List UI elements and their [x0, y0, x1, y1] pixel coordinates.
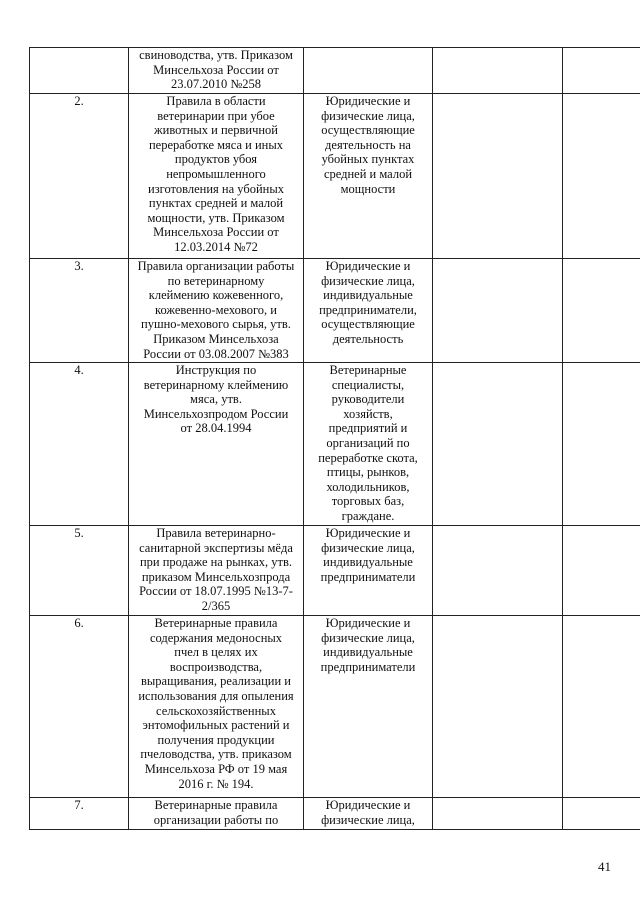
- table-row: [30, 363, 640, 526]
- subjects-cell: Юридические и физические лица,: [304, 798, 433, 830]
- empty-cell: [433, 363, 563, 526]
- subjects-cell: Юридические и физические лица, индивидуальные предприниматели: [304, 616, 433, 798]
- subjects-cell: [304, 48, 433, 94]
- empty-cell: [563, 94, 640, 259]
- row-number-cell: [30, 48, 129, 94]
- empty-cell: [433, 616, 563, 798]
- empty-cell: [433, 94, 563, 259]
- empty-cell: [563, 526, 640, 616]
- table-row: [30, 526, 640, 616]
- page-number: 41: [598, 859, 611, 874]
- empty-cell: [563, 259, 640, 363]
- subjects-cell: Ветеринарные специалисты, руководители хозяйств, предприятий и организаций по переработке скота, птицы, рынков, холодильников, торговых баз, граждане.: [304, 363, 433, 526]
- row-number-cell: 7.: [30, 798, 129, 830]
- empty-cell: [563, 363, 640, 526]
- table-row: [30, 798, 640, 830]
- table-row: [30, 259, 640, 363]
- empty-cell: [563, 798, 640, 830]
- legal-act-cell: Правила в области ветеринарии при убое животных и первичной переработке мяса и иных продуктов убоя непромышленного изготовления на убойных пунктах средней и малой мощности, утв. Приказом Минсельхоза России от 12.03.2014 №72: [129, 94, 304, 259]
- legal-act-cell: Ветеринарные правила содержания медоносных пчел в целях их воспроизводства, выращивания, реализации и использования для опыления сельскохозяйственных энтомофильных растений и получения продукции пчеловодства, утв. приказом Минсельхоза РФ от 19 мая 2016 г. № 194.: [129, 616, 304, 798]
- legal-act-cell: Правила ветеринарно- санитарной экспертизы мёда при продаже на рынках, утв. приказом Минсельхозпрода России от 18.07.1995 №13-7- 2/365: [129, 526, 304, 616]
- subjects-cell: Юридические и физические лица, индивидуальные предприниматели, осуществляющие деятельность: [304, 259, 433, 363]
- row-number-cell: 4.: [30, 363, 129, 526]
- legal-act-cell: свиноводства, утв. Приказом Минсельхоза России от 23.07.2010 №258: [129, 48, 304, 94]
- empty-cell: [433, 48, 563, 94]
- subjects-cell: Юридические и физические лица, осуществляющие деятельность на убойных пунктах средней и малой мощности: [304, 94, 433, 259]
- row-number-cell: 6.: [30, 616, 129, 798]
- empty-cell: [433, 798, 563, 830]
- legal-act-cell: Инструкция по ветеринарному клеймению мяса, утв. Минсельхозпродом России от 28.04.1994: [129, 363, 304, 526]
- table-row: [30, 94, 640, 259]
- subjects-cell: Юридические и физические лица, индивидуальные предприниматели: [304, 526, 433, 616]
- row-number-cell: 2.: [30, 94, 129, 259]
- empty-cell: [433, 259, 563, 363]
- row-number-cell: 3.: [30, 259, 129, 363]
- empty-cell: [563, 616, 640, 798]
- empty-cell: [433, 526, 563, 616]
- legal-act-cell: Ветеринарные правила организации работы по: [129, 798, 304, 830]
- legal-act-cell: Правила организации работы по ветеринарному клеймению кожевенного, кожевенно-мехового, и пушно-мехового сырья, утв. Приказом Минсельхоза России от 03.08.2007 №383: [129, 259, 304, 363]
- empty-cell: [563, 48, 640, 94]
- row-number-cell: 5.: [30, 526, 129, 616]
- regulations-table: [29, 47, 640, 830]
- table-row: [30, 616, 640, 798]
- table-row: [30, 48, 640, 94]
